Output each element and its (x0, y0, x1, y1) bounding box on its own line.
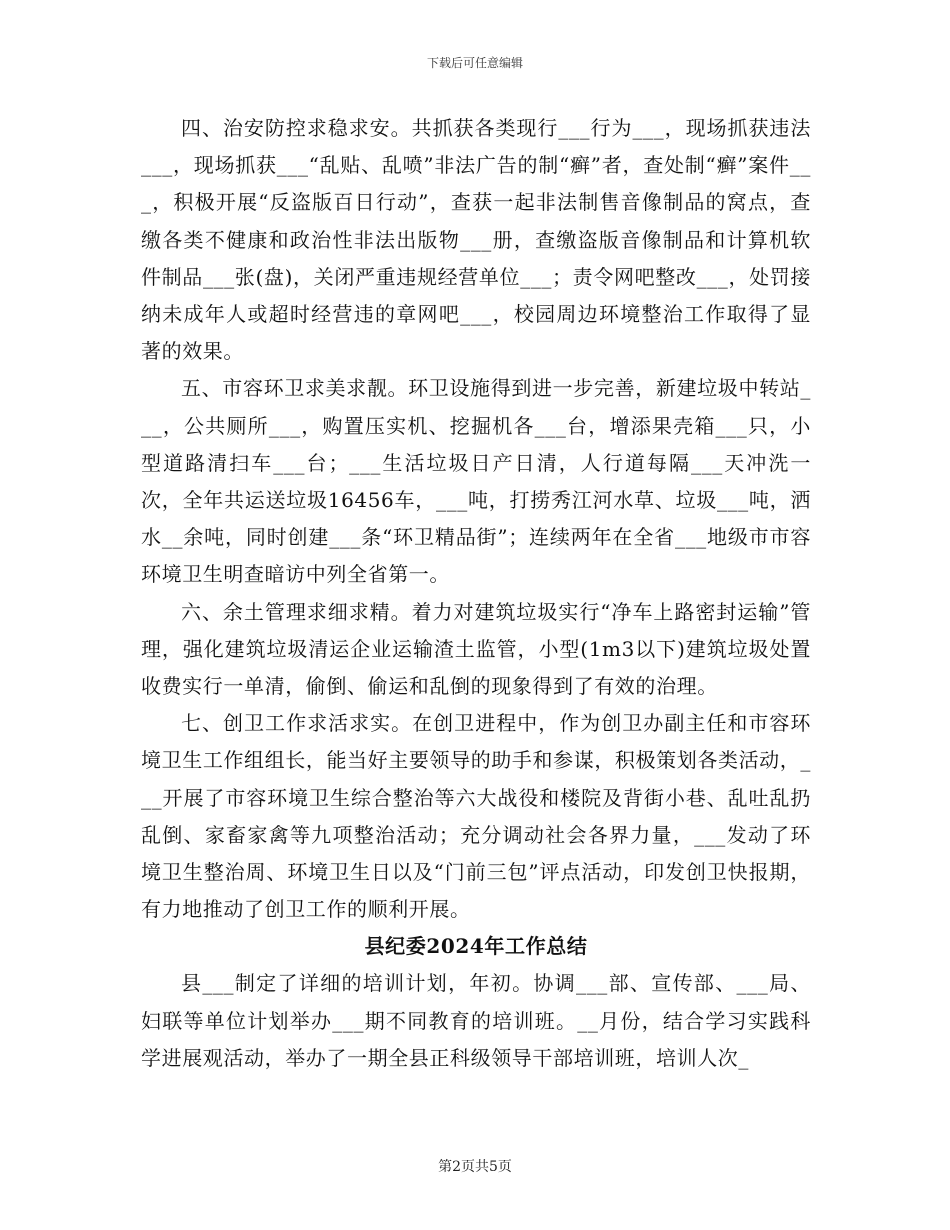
paragraph-training-plan: 县___制定了详细的培训计划，年初。协调___部、宣传部、___局、妇联等单位计划举办___期不同教育的培训班。__月份，结合学习实践科学进展观活动，举办了一期全县正科级领导干部培训班，培训人次_ (141, 971, 811, 1070)
page-footer-number: 第2页共5页 (438, 1159, 512, 1175)
paragraph-public-security: 四、治安防控求稳求安。共抓获各类现行___行为___，现场抓获违法___，现场抓获___“乱贴、乱喷”非法广告的制“癣”者，查处制“癣”案件___，积极开展“反盗版百日行动”，查获一起非法制售音像制品的窝点，查缴各类不健康和政治性非法出版物___册，查缴盗版音像制品和计算机软件制品___张(盘)，关闭严重违规经营单位___；责令网吧整改___，处罚接纳未成年人或超时经营违的章网吧___，校园周边环境整治工作取得了显著的效果。 (141, 116, 811, 364)
document-body (141, 110, 811, 1077)
page-header-note: 下载后可任意编辑 (426, 56, 523, 70)
section-title: 县纪委2024年工作总结 (364, 934, 588, 959)
paragraph-soil-management: 六、余土管理求细求精。着力对建筑垃圾实行“净车上路密封运输”管理，强化建筑垃圾清运企业运输渣土监管，小型(1m3以下)建筑垃圾处置收费实行一单清，偷倒、偷运和乱倒的现象得到了有效的治理。 (141, 599, 811, 699)
paragraph-hygiene-campaign: 七、创卫工作求活求实。在创卫进程中，作为创卫办副主任和市容环境卫生工作组组长，能当好主要领导的助手和参谋，积极策划各类活动，___开展了市容环境卫生综合整治等六大战役和楼院及背街小巷、乱吐乱扔乱倒、家畜家禽等九项整治活动；充分调动社会各界力量，___发动了环境卫生整治周、环境卫生日以及“门前三包”评点活动，印发创卫快报期，有力地推动了创卫工作的顺利开展。 (141, 711, 811, 922)
paragraph-city-sanitation: 五、市容环卫求美求靓。环卫设施得到进一步完善，新建垃圾中转站___，公共厕所___，购置压实机、挖掘机各___台，增添果壳箱___只，小型道路清扫车___台；___生活垃圾日产日清，人行道每隔___天冲洗一次，全年共运送垃圾16456车，___吨，打捞秀江河水草、垃圾___吨，洒水__余吨，同时创建___条“环卫精品街”；连续两年在全省___地级市市容环境卫生明查暗访中列全省第一。 (141, 376, 811, 587)
